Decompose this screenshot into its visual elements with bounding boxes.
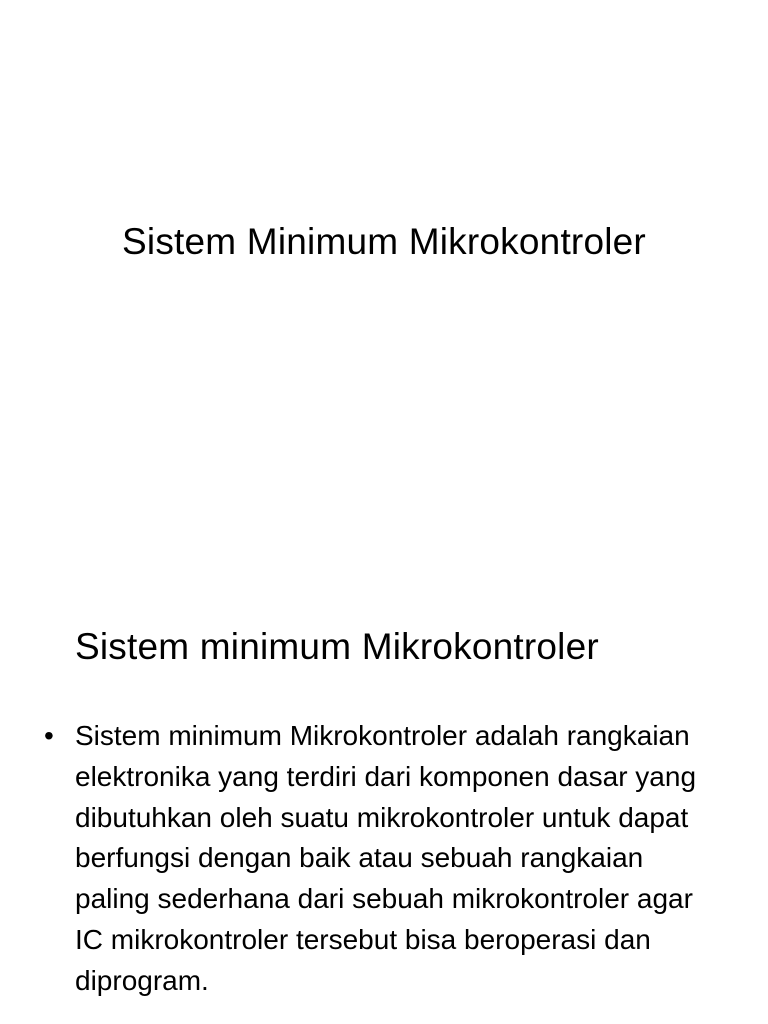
bullet-list — [44, 716, 724, 1002]
bullet-marker: • — [44, 720, 54, 751]
slide-1-title: Sistem Minimum Mikrokontroler — [122, 221, 646, 262]
slide-2 — [0, 576, 768, 1024]
slide-2-title: Sistem minimum Mikrokontroler — [75, 626, 599, 667]
bullet-item — [44, 716, 724, 1002]
bullet-text: Sistem minimum Mikrokontroler adalah rangkaian elektronika yang terdiri dari komponen dasar yang dibutuhkan oleh suatu mikrokontroler untuk dapat berfungsi dengan baik atau sebuah rangkaian paling sederhana dari sebuah mikrokontroler agar IC mikrokontroler tersebut bisa beroperasi dan diprogram. — [75, 720, 697, 996]
